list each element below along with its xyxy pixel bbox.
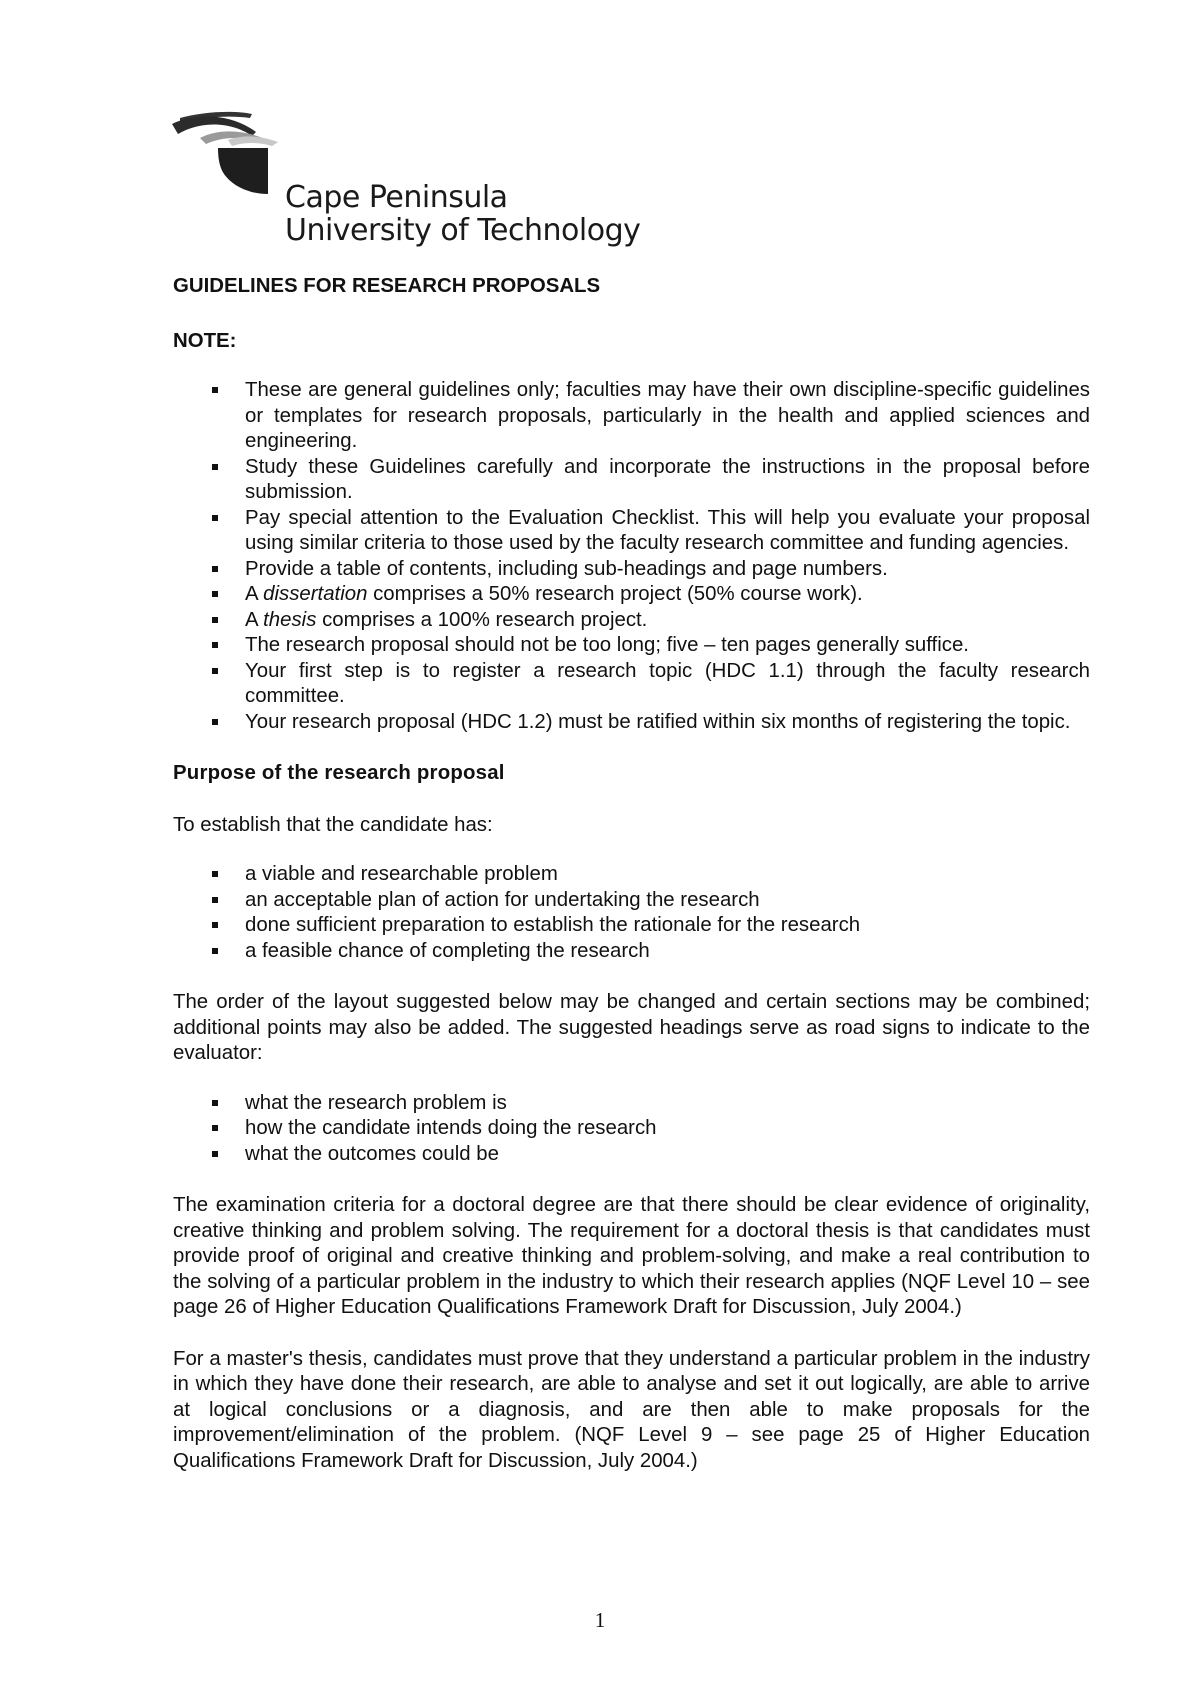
list-item-text: an acceptable plan of action for undertaking the research <box>245 888 760 911</box>
list-item-post: comprises a 100% research project. <box>316 608 648 631</box>
list-item-text: what the research problem is <box>245 1091 507 1114</box>
layout-list <box>173 1091 1090 1168</box>
list-item-text: a viable and researchable problem <box>245 863 558 885</box>
list-item-text: what the outcomes could be <box>245 1142 499 1165</box>
university-logo <box>172 110 641 250</box>
list-item <box>173 608 1090 634</box>
list-item-pre: A <box>245 583 264 605</box>
list-item <box>173 659 1090 710</box>
list-item <box>173 378 1090 455</box>
list-item-text: The research proposal should not be too long; five – ten pages generally suffice. <box>245 634 969 656</box>
list-item-pre: A <box>245 608 264 631</box>
list-item-post: comprises a 50% research project (50% course work). <box>367 583 863 605</box>
list-item <box>173 455 1090 506</box>
logo-text-line1: Cape Peninsula <box>285 180 508 215</box>
document-title: GUIDELINES FOR RESEARCH PROPOSALS <box>173 275 601 297</box>
list-item <box>173 888 1090 914</box>
list-item <box>173 582 1090 608</box>
list-item-text: Pay special attention to the Evaluation Checklist. This will help you evaluate your proposal using similar criteria to those used by the faculty research committee and funding agencies. <box>245 506 1090 554</box>
list-item <box>173 1091 1090 1117</box>
purpose-heading: Purpose of the research proposal <box>173 762 505 784</box>
list-item <box>173 862 1090 888</box>
list-item <box>173 1142 1090 1168</box>
logo-text-line2: University of Technology <box>285 213 641 248</box>
list-item-text: done sufficient preparation to establish the rationale for the research <box>245 914 861 936</box>
list-item-emphasis: dissertation <box>263 583 368 605</box>
layout-paragraph: The order of the layout suggested below may be changed and certain sections may be combined; additional points may also be added. The suggested headings serve as road signs to indicate to the evaluator: <box>173 991 1090 1064</box>
list-item <box>173 633 1090 659</box>
cput-wave-logo-icon <box>172 110 284 206</box>
note-label: NOTE: <box>173 329 237 352</box>
list-item <box>173 710 1090 736</box>
list-item-text: Study these Guidelines carefully and incorporate the instructions in the proposal before submission. <box>245 455 1090 503</box>
note-list <box>173 378 1090 735</box>
page-number: 1 <box>594 1608 606 1632</box>
list-item-text: Your first step is to register a research topic (HDC 1.1) through the faculty research committee. <box>245 659 1090 707</box>
purpose-intro: To establish that the candidate has: <box>173 813 493 836</box>
masters-paragraph: For a master's thesis, candidates must prove that they understand a particular problem in the industry in which they have done their research, are able to analyse and set it out logically, are able to arrive at logical conclusions or a diagnosis, and are then able to make proposals for the improvement/elimination of the problem. (NQF Level 9 – see page 25 of Higher Education Qualifications Framework Draft for Discussion, July 2004.) <box>173 1347 1090 1472</box>
list-item <box>173 1116 1090 1142</box>
document-body <box>173 274 1090 1474</box>
list-item <box>173 913 1090 939</box>
list-item-text: These are general guidelines only; faculties may have their own discipline-specific guidelines or templates for research proposals, particularly in the health and applied sciences and engineering. <box>245 379 1090 452</box>
list-item-text: Your research proposal (HDC 1.2) must be ratified within six months of registering the topic. <box>245 710 1071 733</box>
list-item-text: a feasible chance of completing the research <box>245 939 650 962</box>
purpose-list <box>173 862 1090 964</box>
list-item <box>173 557 1090 583</box>
list-item <box>173 939 1090 965</box>
list-item <box>173 506 1090 557</box>
doctoral-paragraph: The examination criteria for a doctoral degree are that there should be clear evidence of originality, creative thinking and problem solving. The requirement for a doctoral thesis is that candidates must provide proof of original and creative thinking and problem-solving, and make a real contribution to the solving of a particular problem in the industry to which their research applies (NQF Level 10 – see page 26 of Higher Education Qualifications Framework Draft for Discussion, July 2004.) <box>173 1194 1090 1318</box>
list-item-emphasis: thesis <box>263 608 317 631</box>
list-item-text: how the candidate intends doing the research <box>245 1117 657 1139</box>
list-item-text: Provide a table of contents, including sub-headings and page numbers. <box>245 557 888 580</box>
